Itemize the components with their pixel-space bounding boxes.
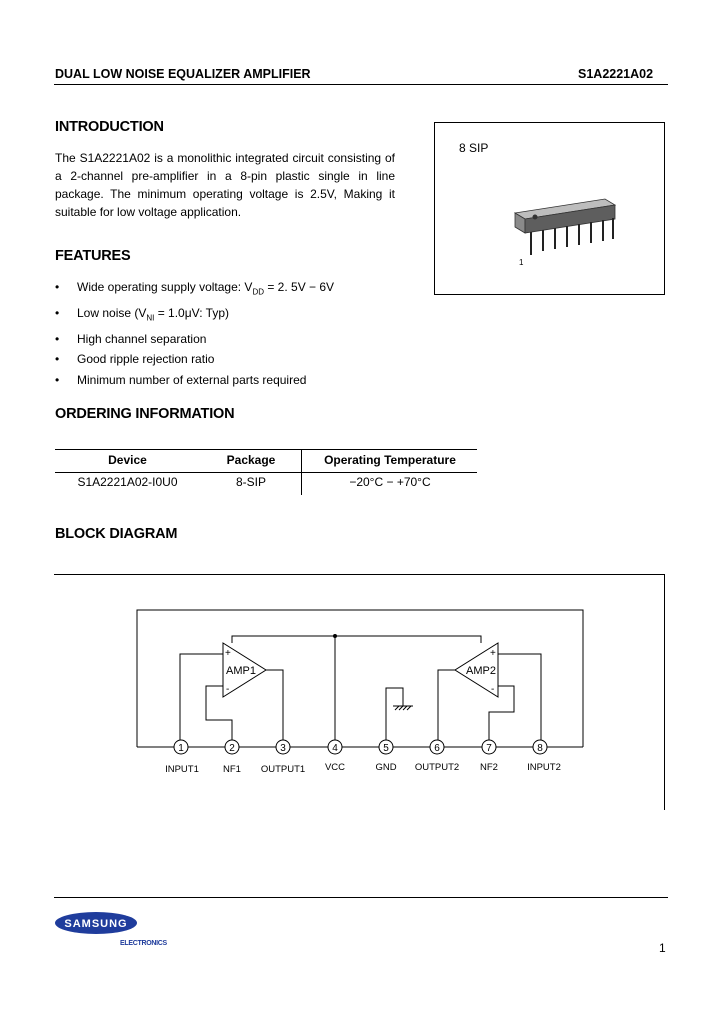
col-header-device: Device bbox=[108, 453, 147, 467]
col-header-temperature: Operating Temperature bbox=[324, 453, 456, 467]
pin-8 bbox=[527, 740, 561, 773]
introduction-heading: INTRODUCTION bbox=[55, 119, 164, 135]
ordering-heading: ORDERING INFORMATION bbox=[55, 406, 235, 422]
pin-label-vcc: VCC bbox=[324, 762, 346, 773]
features-heading: FEATURES bbox=[55, 248, 131, 264]
amp2-minus: - bbox=[491, 684, 495, 695]
cell-package: 8-SIP bbox=[235, 475, 266, 489]
pin-2 bbox=[223, 740, 241, 775]
pin-label-output2: OUTPUT2 bbox=[414, 762, 460, 773]
pin-6 bbox=[415, 740, 459, 773]
amp2-plus: + bbox=[490, 648, 496, 659]
samsung-logo bbox=[54, 910, 174, 950]
pin-label-input1: INPUT1 bbox=[165, 764, 199, 775]
pin-1 bbox=[165, 740, 199, 775]
pin-label-input2: INPUT2 bbox=[527, 762, 561, 773]
feature-item: • Good ripple rejection ratio bbox=[55, 352, 215, 367]
pin-4 bbox=[325, 740, 345, 773]
svg-text:2: 2 bbox=[229, 743, 235, 754]
part-number: S1A2221A02 bbox=[578, 67, 654, 81]
pin-label-output1: OUTPUT1 bbox=[260, 764, 306, 775]
amp2-label: AMP2 bbox=[466, 665, 496, 677]
svg-text:5: 5 bbox=[383, 743, 389, 754]
cell-device: S1A2221A02-I0U0 bbox=[77, 475, 178, 489]
svg-text:6: 6 bbox=[434, 743, 440, 754]
pin-label-gnd: GND bbox=[375, 762, 397, 773]
feature-item: • Wide operating supply voltage: $V_{DD} = 2$. 5V − 6V bbox=[55, 280, 335, 297]
svg-text:7: 7 bbox=[486, 743, 492, 754]
col-header-package: Package bbox=[226, 453, 276, 467]
document-title: DUAL LOW NOISE EQUALIZER AMPLIFIER bbox=[55, 67, 311, 81]
svg-text:3: 3 bbox=[280, 743, 286, 754]
package-label: 8 SIP bbox=[459, 141, 489, 155]
amp1-label: AMP1 bbox=[226, 665, 256, 677]
svg-text:1: 1 bbox=[178, 743, 184, 754]
amp1-minus: - bbox=[226, 684, 230, 695]
feature-item: • Minimum number of external parts required bbox=[55, 372, 307, 387]
pin-5 bbox=[375, 740, 396, 773]
cell-temperature: −20°C − +70°C bbox=[349, 475, 431, 489]
svg-text:4: 4 bbox=[332, 743, 338, 754]
pin-3 bbox=[261, 740, 305, 775]
feature-item: • Low noise ($V_{NI} = 1.0\mu V$: Typ) bbox=[55, 305, 229, 323]
division-text: ELECTRONICS bbox=[120, 940, 167, 947]
pin-label-nf1: NF1 bbox=[223, 764, 241, 775]
pin-7 bbox=[480, 740, 498, 773]
block-diagram-heading: BLOCK DIAGRAM bbox=[55, 526, 178, 542]
page-number: 1 bbox=[659, 941, 666, 955]
amp1-plus: + bbox=[225, 648, 231, 659]
brand-text: SAMSUNG bbox=[64, 918, 128, 930]
introduction-text: The S1A2221A02 is a monolithic integrated circuit consisting of a 2-channel pre-amplifier in a 8-pin plastic single in line package. The minimum operating voltage is 2.5V, Making it suitable for low voltage application. bbox=[55, 151, 395, 219]
svg-text:8: 8 bbox=[537, 743, 543, 754]
feature-item: • High channel separation bbox=[55, 331, 207, 346]
footer-rule bbox=[54, 897, 668, 898]
pin-label-nf2: NF2 bbox=[480, 762, 498, 773]
pin1-marker: 1 bbox=[519, 258, 524, 267]
